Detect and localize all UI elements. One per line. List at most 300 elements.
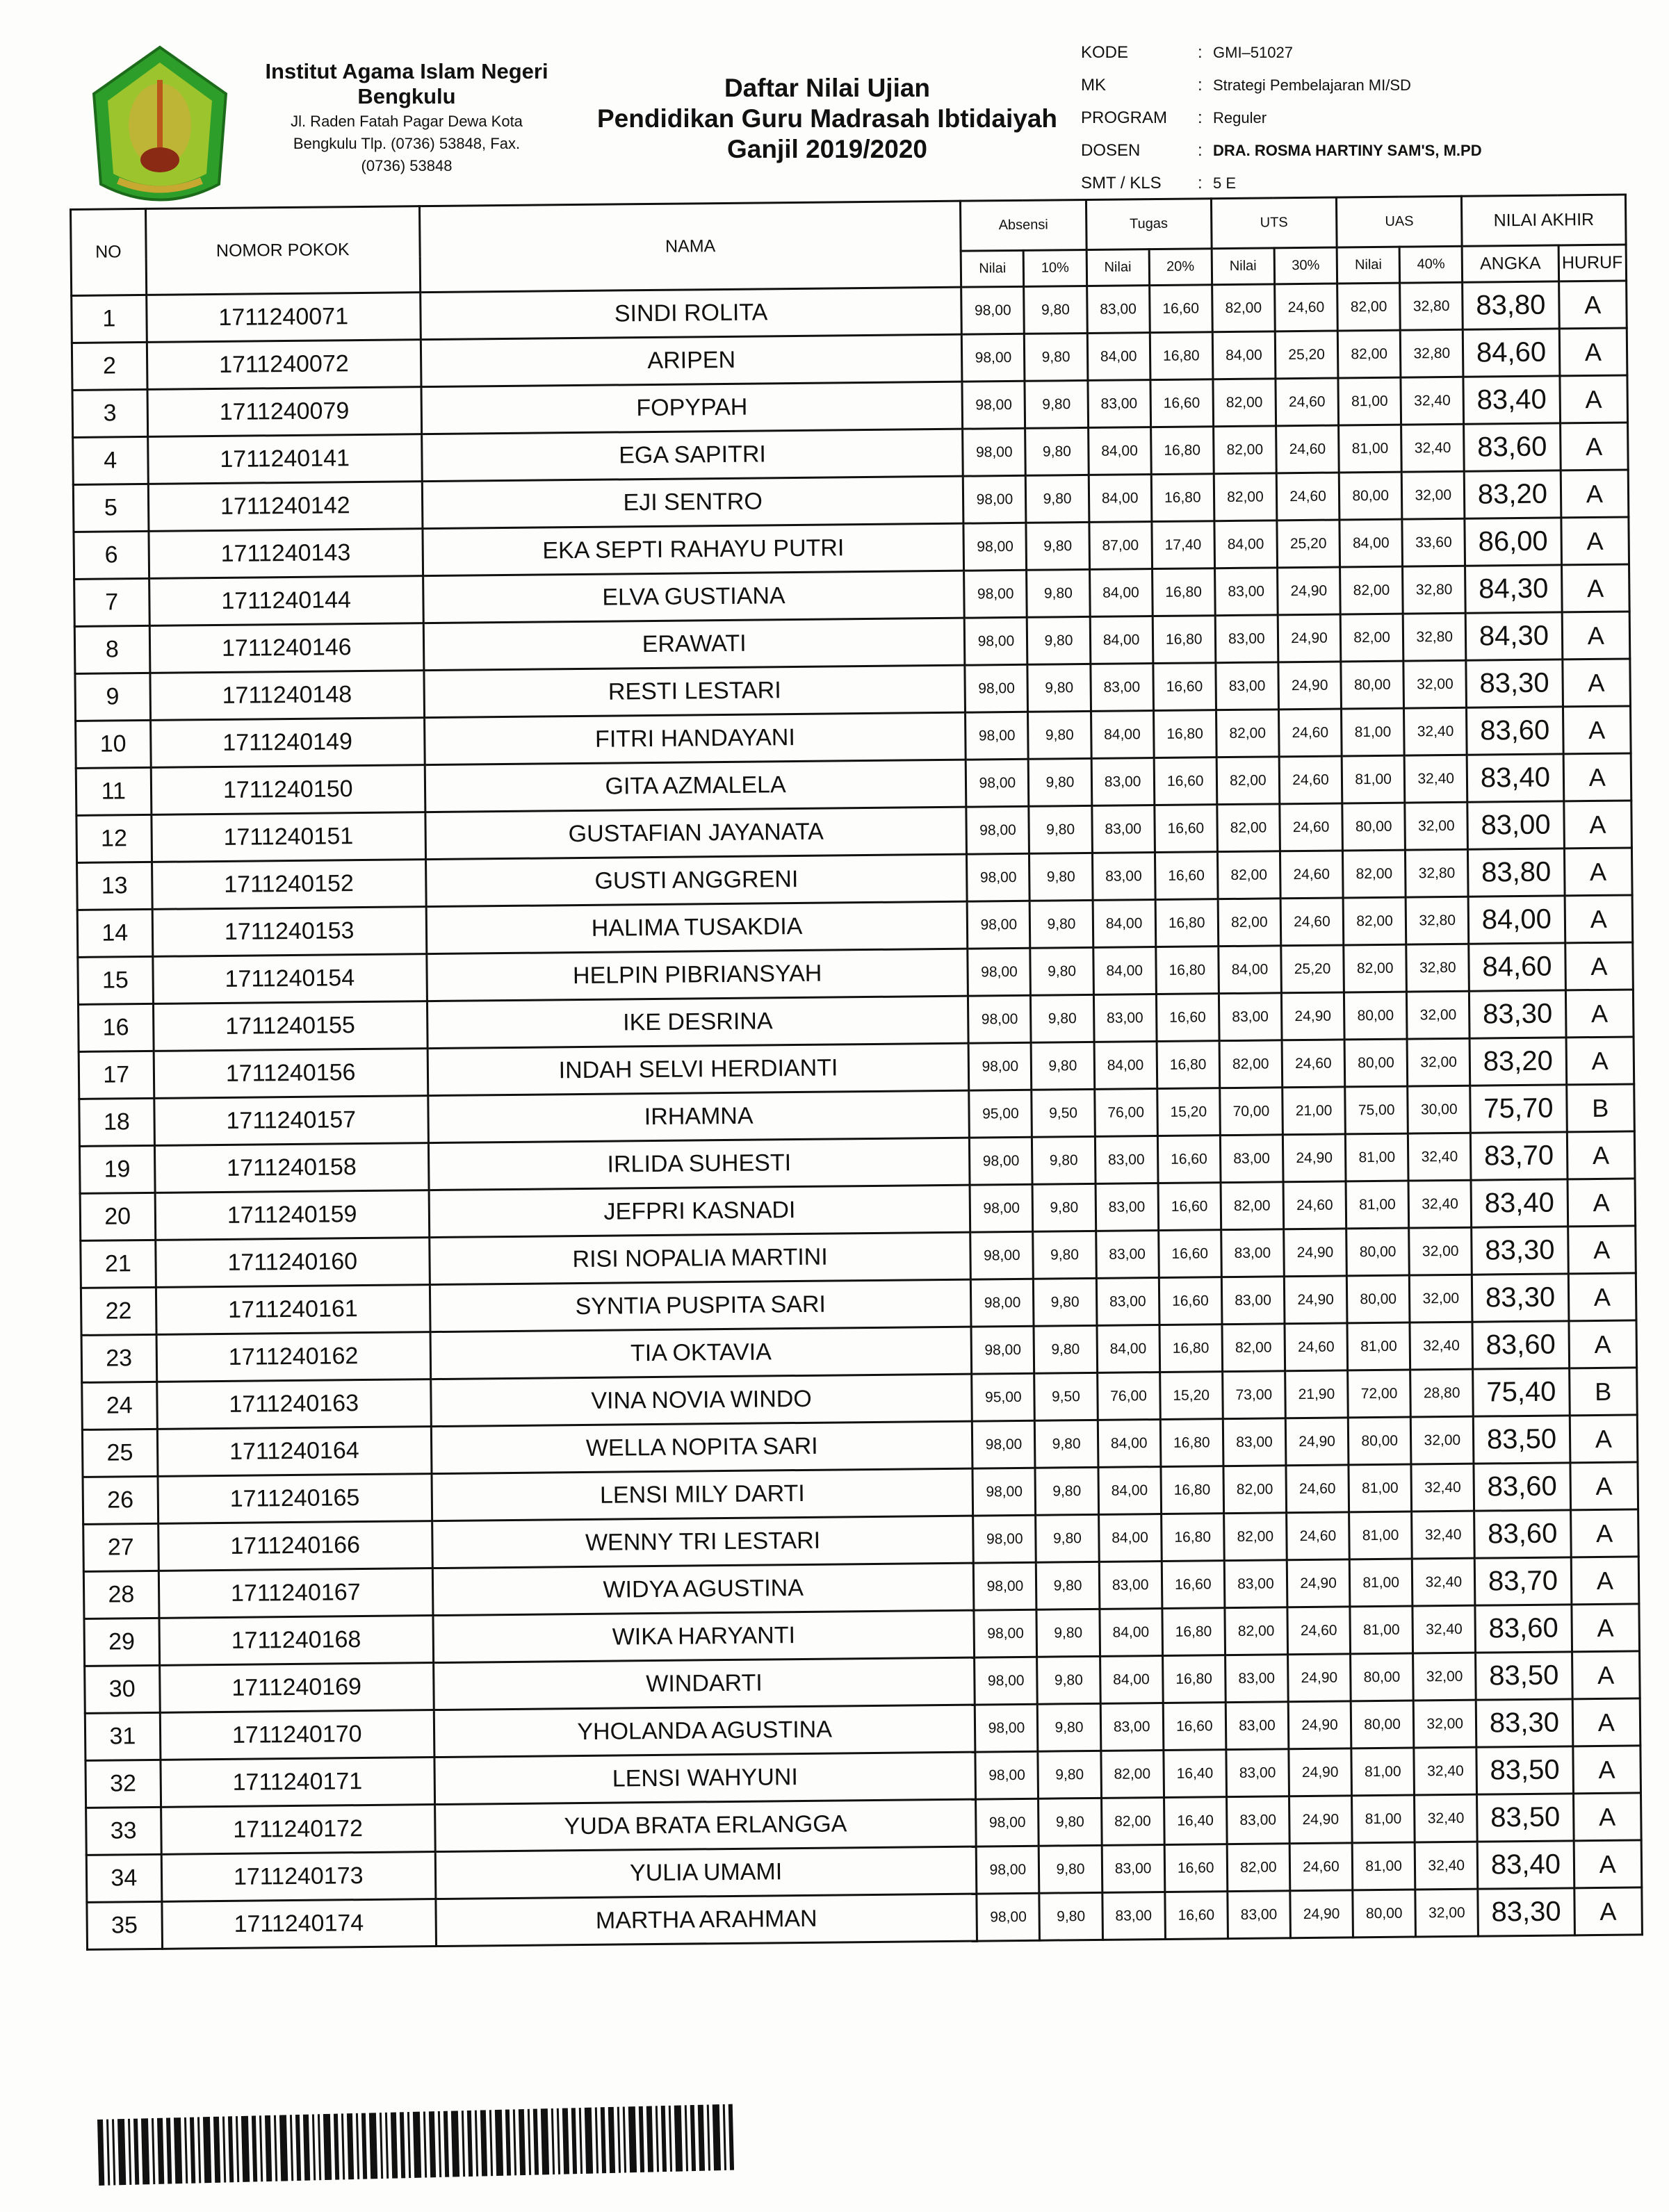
- absensi-nilai-cell: 98,00: [975, 1704, 1039, 1752]
- tugas-nilai-cell: 83,00: [1086, 286, 1150, 334]
- uts-nilai-cell: 82,00: [1216, 710, 1279, 757]
- absensi-pct-cell: 9,80: [1025, 427, 1089, 475]
- absensi-nilai-cell: 98,00: [963, 428, 1026, 476]
- uas-nilai-cell: 81,00: [1342, 708, 1405, 756]
- tugas-nilai-cell: 83,00: [1099, 1562, 1162, 1609]
- barcode-bar: [197, 2117, 201, 2183]
- barcode-bar: [380, 2113, 383, 2179]
- nilai-huruf-cell: A: [1565, 990, 1634, 1038]
- tugas-pct-cell: 16,80: [1159, 1325, 1223, 1373]
- barcode-bar: [347, 2113, 354, 2179]
- nomor-pokok-cell: 1711240165: [158, 1474, 432, 1524]
- barcode-bar: [190, 2117, 195, 2184]
- tugas-pct-cell: 16,80: [1161, 1514, 1224, 1562]
- meta-row: [1081, 167, 1482, 199]
- barcode-bar: [571, 2108, 577, 2174]
- uts-nilai-cell: 83,00: [1226, 1796, 1289, 1844]
- barcode-bar: [228, 2116, 234, 2182]
- barcode-bar: [265, 2115, 272, 2181]
- nilai-huruf-cell: A: [1572, 1746, 1640, 1794]
- student-name-cell: SYNTIA PUSPITA SARI: [430, 1279, 971, 1332]
- uts-nilai-cell: 83,00: [1224, 1560, 1287, 1608]
- nomor-pokok-cell: 1711240160: [155, 1238, 430, 1288]
- nilai-huruf-cell: A: [1572, 1651, 1640, 1699]
- uas-pct-cell: 30,00: [1408, 1085, 1471, 1133]
- barcode-bar: [690, 2105, 696, 2171]
- barcode-bar: [184, 2117, 188, 2184]
- meta-label: MK: [1081, 75, 1106, 95]
- tugas-nilai-cell: 83,00: [1091, 758, 1155, 806]
- meta-value: Reguler: [1213, 108, 1267, 126]
- barcode-bar: [698, 2105, 705, 2171]
- header-tugas-pct: 20%: [1149, 249, 1212, 286]
- barcode-bar: [628, 2106, 637, 2172]
- barcode-bar: [106, 2120, 110, 2186]
- uts-nilai-cell: 82,00: [1223, 1513, 1287, 1561]
- uts-pct-cell: 24,60: [1287, 1607, 1351, 1655]
- nilai-huruf-cell: A: [1565, 942, 1633, 990]
- barcode-bar: [656, 2106, 659, 2172]
- student-name-cell: SINDI ROLITA: [421, 287, 962, 339]
- nomor-pokok-cell: 1711240146: [149, 623, 424, 673]
- nomor-pokok-cell: 1711240148: [149, 671, 424, 721]
- tugas-nilai-cell: 76,00: [1097, 1373, 1160, 1420]
- barcode-bar: [595, 2107, 599, 2173]
- tugas-nilai-cell: 84,00: [1088, 427, 1151, 475]
- nilai-huruf-cell: B: [1569, 1368, 1637, 1416]
- uas-pct-cell: 32,80: [1406, 944, 1469, 992]
- uts-pct-cell: 24,90: [1290, 1890, 1353, 1938]
- barcode-bar: [141, 2118, 149, 2184]
- nilai-angka-cell: 83,70: [1475, 1557, 1572, 1605]
- row-no-cell: 19: [79, 1145, 154, 1193]
- uts-pct-cell: 24,60: [1276, 378, 1339, 426]
- tugas-nilai-cell: 83,00: [1096, 1183, 1159, 1231]
- uts-nilai-cell: 83,00: [1223, 1418, 1286, 1466]
- uts-nilai-cell: 82,00: [1217, 851, 1280, 899]
- absensi-pct-cell: 9,80: [1035, 1420, 1098, 1468]
- uts-nilai-cell: 83,00: [1228, 1891, 1291, 1939]
- barcode-bar: [356, 2113, 359, 2179]
- barcode-bar: [295, 2115, 301, 2181]
- uts-nilai-cell: 83,00: [1220, 1135, 1283, 1183]
- uts-pct-cell: 24,90: [1284, 1229, 1347, 1277]
- absensi-pct-cell: 9,80: [1027, 569, 1090, 617]
- uts-nilai-cell: 73,00: [1222, 1371, 1285, 1419]
- absensi-nilai-cell: 98,00: [970, 1231, 1034, 1279]
- barcode-bar: [528, 2109, 531, 2175]
- row-no-cell: 28: [83, 1571, 158, 1619]
- absensi-pct-cell: 9,80: [1031, 994, 1094, 1042]
- uts-nilai-cell: 82,00: [1218, 899, 1281, 947]
- meta-value: 5 E: [1213, 174, 1237, 192]
- uts-pct-cell: 24,60: [1278, 709, 1342, 757]
- student-name-cell: GITA AZMALELA: [425, 760, 966, 812]
- uas-nilai-cell: 82,00: [1344, 944, 1407, 992]
- nilai-huruf-cell: A: [1558, 281, 1627, 329]
- header-uts: UTS: [1211, 197, 1337, 249]
- uas-nilai-cell: 80,00: [1341, 661, 1404, 709]
- uts-nilai-cell: 70,00: [1220, 1088, 1283, 1136]
- uts-pct-cell: 25,20: [1275, 331, 1338, 379]
- nomor-pokok-cell: 1711240151: [151, 812, 425, 862]
- uas-nilai-cell: 81,00: [1346, 1181, 1409, 1229]
- uas-pct-cell: 32,40: [1410, 1322, 1473, 1370]
- tugas-nilai-cell: 84,00: [1098, 1420, 1161, 1468]
- nilai-angka-cell: 83,50: [1476, 1746, 1573, 1794]
- nomor-pokok-cell: 1711240153: [152, 907, 427, 957]
- nilai-angka-cell: 83,30: [1469, 990, 1566, 1038]
- uts-nilai-cell: 82,00: [1217, 804, 1280, 852]
- student-name-cell: EGA SAPITRI: [422, 429, 963, 481]
- tugas-nilai-cell: 84,00: [1100, 1656, 1163, 1704]
- uts-nilai-cell: 82,00: [1212, 284, 1275, 332]
- student-name-cell: INDAH SELVI HERDIANTI: [428, 1043, 969, 1095]
- absensi-nilai-cell: 95,00: [969, 1090, 1032, 1138]
- uas-pct-cell: 32,40: [1412, 1558, 1475, 1606]
- absensi-pct-cell: 9,80: [1032, 1042, 1095, 1090]
- nomor-pokok-cell: 1711240171: [160, 1758, 434, 1808]
- uas-nilai-cell: 80,00: [1346, 1228, 1410, 1276]
- absensi-nilai-cell: 98,00: [971, 1279, 1034, 1327]
- row-no-cell: 16: [78, 1003, 153, 1051]
- tugas-pct-cell: 16,40: [1164, 1750, 1227, 1798]
- uas-nilai-cell: 80,00: [1342, 803, 1406, 851]
- absensi-pct-cell: 9,80: [1026, 475, 1089, 523]
- tugas-nilai-cell: 84,00: [1094, 1042, 1157, 1090]
- barcode-bar: [467, 2111, 473, 2177]
- uts-nilai-cell: 82,00: [1222, 1324, 1285, 1372]
- meta-value: Strategi Pembelajaran MI/SD: [1213, 76, 1411, 94]
- student-name-cell: YHOLANDA AGUSTINA: [434, 1705, 975, 1757]
- tugas-pct-cell: 16,60: [1158, 1230, 1221, 1278]
- uts-pct-cell: 24,60: [1285, 1323, 1348, 1371]
- uas-nilai-cell: 81,00: [1338, 377, 1401, 425]
- tugas-nilai-cell: 84,00: [1087, 333, 1150, 381]
- uas-pct-cell: 32,40: [1414, 1747, 1477, 1795]
- tugas-pct-cell: 16,60: [1155, 805, 1218, 853]
- uts-pct-cell: 24,90: [1287, 1654, 1351, 1702]
- absensi-pct-cell: 9,80: [1028, 711, 1091, 759]
- uts-nilai-cell: 82,00: [1223, 1466, 1287, 1514]
- uts-nilai-cell: 83,00: [1214, 568, 1278, 616]
- nilai-huruf-cell: A: [1568, 1226, 1636, 1274]
- barcode-bar: [495, 2110, 503, 2176]
- nilai-huruf-cell: A: [1574, 1840, 1642, 1888]
- nilai-huruf-cell: A: [1570, 1462, 1638, 1510]
- absensi-pct-cell: 9,80: [1036, 1609, 1100, 1657]
- uas-pct-cell: 32,00: [1401, 471, 1465, 519]
- course-meta: [1081, 36, 1482, 199]
- barcode-bar: [513, 2109, 516, 2175]
- barcode-bar: [166, 2117, 172, 2184]
- barcode-bar: [361, 2113, 367, 2179]
- nilai-angka-cell: 75,40: [1473, 1368, 1570, 1416]
- barcode-bar: [236, 2116, 239, 2182]
- uas-pct-cell: 33,60: [1402, 518, 1465, 566]
- uts-pct-cell: 24,60: [1287, 1512, 1350, 1560]
- nilai-angka-cell: 84,60: [1469, 943, 1565, 991]
- student-name-cell: FITRI HANDAYANI: [424, 712, 966, 764]
- iain-bengkulu-emblem-icon: [76, 42, 243, 215]
- tugas-pct-cell: 16,80: [1151, 474, 1214, 522]
- tugas-pct-cell: 16,80: [1161, 1466, 1224, 1514]
- barcode-bar: [369, 2113, 377, 2179]
- student-name-cell: LENSI MILY DARTI: [432, 1468, 973, 1521]
- tugas-nilai-cell: 84,00: [1093, 900, 1156, 948]
- nilai-angka-cell: 83,60: [1464, 423, 1561, 471]
- nilai-huruf-cell: B: [1566, 1084, 1634, 1132]
- barcode-bar: [152, 2118, 155, 2184]
- tugas-pct-cell: 16,40: [1164, 1797, 1227, 1845]
- tugas-pct-cell: 16,80: [1162, 1608, 1226, 1656]
- uas-pct-cell: 32,40: [1415, 1794, 1478, 1842]
- uts-pct-cell: 24,60: [1276, 425, 1340, 473]
- uas-pct-cell: 32,00: [1415, 1889, 1479, 1937]
- nilai-angka-cell: 84,60: [1463, 329, 1560, 377]
- uas-pct-cell: 32,40: [1401, 377, 1464, 425]
- tugas-pct-cell: 16,60: [1156, 994, 1219, 1042]
- nilai-huruf-cell: A: [1563, 801, 1631, 849]
- nilai-angka-cell: 83,40: [1463, 376, 1560, 424]
- barcode-bar: [112, 2119, 115, 2185]
- tugas-nilai-cell: 82,00: [1101, 1797, 1164, 1845]
- uas-nilai-cell: 81,00: [1347, 1322, 1410, 1370]
- nilai-huruf-cell: A: [1563, 706, 1631, 754]
- tugas-pct-cell: 16,60: [1164, 1844, 1228, 1892]
- nomor-pokok-cell: 1711240155: [153, 1001, 428, 1051]
- uas-nilai-cell: 81,00: [1349, 1464, 1412, 1512]
- row-no-cell: 5: [73, 484, 148, 532]
- row-no-cell: 17: [79, 1051, 154, 1099]
- nilai-angka-cell: 83,30: [1466, 659, 1563, 707]
- absensi-pct-cell: 9,80: [1032, 1183, 1096, 1231]
- uts-pct-cell: 24,90: [1289, 1748, 1352, 1796]
- absensi-nilai-cell: 98,00: [971, 1326, 1034, 1374]
- tugas-nilai-cell: 83,00: [1091, 805, 1155, 853]
- uas-nilai-cell: 82,00: [1337, 330, 1401, 378]
- tugas-pct-cell: 16,80: [1162, 1655, 1226, 1703]
- uts-nilai-cell: 83,00: [1215, 615, 1278, 663]
- nilai-huruf-cell: A: [1570, 1415, 1638, 1463]
- student-name-cell: RISI NOPALIA MARTINI: [430, 1232, 971, 1284]
- barcode-bar: [259, 2115, 263, 2181]
- uas-nilai-cell: 80,00: [1339, 472, 1402, 520]
- header-tugas-nilai: Nilai: [1086, 249, 1150, 286]
- barcode-bar: [157, 2118, 164, 2184]
- barcode-bar: [203, 2117, 211, 2183]
- tugas-nilai-cell: 87,00: [1089, 522, 1152, 570]
- nomor-pokok-cell: 1711240156: [154, 1049, 428, 1099]
- absensi-nilai-cell: 98,00: [963, 475, 1027, 523]
- barcode-bar: [341, 2113, 345, 2179]
- nilai-huruf-cell: A: [1565, 895, 1633, 943]
- absensi-nilai-cell: 98,00: [970, 1184, 1033, 1232]
- absensi-pct-cell: 9,80: [1029, 853, 1093, 901]
- row-no-cell: 35: [87, 1901, 162, 1949]
- row-no-cell: 4: [73, 436, 148, 484]
- barcode-bar: [451, 2111, 459, 2177]
- uas-nilai-cell: 81,00: [1349, 1559, 1412, 1607]
- absensi-pct-cell: 9,80: [1039, 1798, 1102, 1846]
- barcode-bar: [133, 2119, 139, 2185]
- barcode-bar: [519, 2109, 526, 2175]
- absensi-nilai-cell: 98,00: [976, 1846, 1039, 1894]
- nilai-angka-cell: 83,50: [1474, 1416, 1570, 1464]
- student-name-cell: JEFPRI KASNADI: [429, 1185, 970, 1237]
- header-nama: NAMA: [419, 201, 961, 292]
- barcode-bar: [174, 2117, 182, 2184]
- tugas-pct-cell: 16,80: [1153, 616, 1216, 664]
- uas-nilai-cell: 82,00: [1343, 897, 1406, 945]
- nilai-huruf-cell: A: [1574, 1887, 1642, 1935]
- uas-pct-cell: 32,00: [1409, 1227, 1472, 1275]
- nilai-angka-cell: 83,60: [1474, 1510, 1571, 1558]
- absensi-nilai-cell: 98,00: [963, 523, 1027, 571]
- uas-pct-cell: 32,00: [1403, 660, 1467, 708]
- row-no-cell: 31: [85, 1712, 160, 1760]
- uas-nilai-cell: 81,00: [1345, 1133, 1408, 1181]
- institution-address-line3: (0736) 53848: [361, 157, 453, 174]
- barcode-bar: [312, 2114, 316, 2180]
- barcode-bar: [400, 2112, 405, 2178]
- tugas-nilai-cell: 84,00: [1097, 1325, 1160, 1373]
- barcode-bar: [617, 2107, 621, 2173]
- row-no-cell: 8: [74, 625, 149, 673]
- row-no-cell: 24: [82, 1382, 157, 1429]
- header-uas: UAS: [1336, 196, 1462, 247]
- absensi-pct-cell: 9,80: [1036, 1514, 1099, 1562]
- header-uas-nilai: Nilai: [1337, 247, 1400, 284]
- tugas-pct-cell: 16,60: [1163, 1703, 1226, 1751]
- nilai-huruf-cell: A: [1559, 375, 1627, 423]
- meta-separator: :: [1198, 108, 1203, 127]
- nilai-angka-cell: 83,40: [1467, 754, 1563, 802]
- nilai-angka-cell: 83,60: [1474, 1463, 1570, 1511]
- nilai-huruf-cell: A: [1573, 1793, 1641, 1841]
- barcode-bar: [429, 2111, 436, 2177]
- uts-nilai-cell: 84,00: [1219, 946, 1282, 994]
- student-name-cell: WELLA NOPITA SARI: [431, 1421, 972, 1473]
- nomor-pokok-cell: 1711240141: [147, 434, 422, 484]
- absensi-nilai-cell: 98,00: [968, 995, 1032, 1043]
- tugas-pct-cell: 15,20: [1159, 1372, 1223, 1420]
- tugas-nilai-cell: 82,00: [1100, 1750, 1164, 1798]
- nomor-pokok-cell: 1711240152: [152, 860, 426, 910]
- tugas-pct-cell: 16,80: [1160, 1419, 1223, 1467]
- tugas-pct-cell: 16,60: [1154, 757, 1217, 805]
- nilai-huruf-cell: A: [1572, 1698, 1640, 1746]
- header-tugas: Tugas: [1086, 199, 1212, 250]
- student-name-cell: VINA NOVIA WINDO: [431, 1374, 972, 1426]
- tugas-nilai-cell: 83,00: [1093, 994, 1157, 1042]
- barcode-bar: [290, 2115, 293, 2181]
- tugas-nilai-cell: 84,00: [1093, 947, 1156, 995]
- absensi-pct-cell: 9,80: [1025, 333, 1088, 381]
- nomor-pokok-cell: 1711240172: [161, 1805, 435, 1855]
- title-line2: Pendidikan Guru Madrasah Ibtidaiyah: [596, 104, 1058, 133]
- meta-label: PROGRAM: [1081, 108, 1168, 127]
- meta-value: GMI–51027: [1213, 43, 1293, 61]
- nilai-angka-cell: 83,30: [1478, 1888, 1574, 1936]
- absensi-pct-cell: 9,80: [1027, 664, 1091, 712]
- absensi-pct-cell: 9,80: [1029, 805, 1092, 853]
- student-name-cell: WENNY TRI LESTARI: [432, 1516, 974, 1568]
- nilai-huruf-cell: A: [1562, 612, 1630, 659]
- uas-pct-cell: 32,40: [1408, 1133, 1472, 1181]
- student-name-cell: EKA SEPTI RAHAYU PUTRI: [423, 523, 964, 575]
- barcode-bar: [623, 2106, 626, 2172]
- tugas-nilai-cell: 84,00: [1091, 711, 1154, 759]
- uts-nilai-cell: 83,00: [1216, 662, 1279, 710]
- uas-nilai-cell: 82,00: [1343, 850, 1406, 898]
- absensi-nilai-cell: 98,00: [962, 381, 1025, 429]
- barcode-bar: [323, 2114, 332, 2180]
- barcode-bar: [674, 2105, 683, 2171]
- title-line3: Ganjil 2019/2020: [727, 135, 927, 163]
- absensi-pct-cell: 9,80: [1027, 616, 1091, 664]
- nilai-huruf-cell: A: [1570, 1509, 1638, 1557]
- barcode-bar: [661, 2106, 667, 2172]
- uas-pct-cell: 32,80: [1406, 849, 1469, 897]
- tugas-pct-cell: 16,80: [1150, 427, 1214, 475]
- student-name-cell: GUSTAFIAN JAYANATA: [425, 807, 967, 859]
- nomor-pokok-cell: 1711240150: [151, 765, 425, 815]
- student-name-cell: YUDA BRATA ERLANGGA: [434, 1799, 976, 1851]
- uts-nilai-cell: 84,00: [1214, 521, 1278, 568]
- nilai-angka-cell: 83,80: [1468, 849, 1565, 896]
- uas-pct-cell: 32,80: [1406, 896, 1469, 944]
- header-no: NO: [71, 208, 147, 295]
- absensi-nilai-cell: 98,00: [966, 759, 1029, 807]
- institution-block: [243, 59, 570, 176]
- barcode-bar: [413, 2112, 421, 2178]
- nomor-pokok-cell: 1711240157: [154, 1096, 428, 1146]
- nilai-angka-cell: 83,30: [1472, 1274, 1569, 1322]
- tugas-pct-cell: 15,20: [1157, 1088, 1220, 1136]
- uas-pct-cell: 32,40: [1411, 1464, 1474, 1511]
- row-no-cell: 32: [86, 1760, 161, 1808]
- absensi-pct-cell: 9,80: [1036, 1562, 1100, 1609]
- absensi-pct-cell: 9,80: [1030, 900, 1093, 948]
- barcode-bar: [557, 2108, 560, 2174]
- absensi-nilai-cell: 98,00: [967, 853, 1030, 901]
- meta-separator: :: [1198, 173, 1203, 192]
- uas-nilai-cell: 80,00: [1348, 1417, 1411, 1465]
- nomor-pokok-cell: 1711240170: [160, 1710, 434, 1760]
- absensi-nilai-cell: 98,00: [966, 712, 1029, 760]
- tugas-nilai-cell: 83,00: [1100, 1703, 1164, 1751]
- tugas-pct-cell: 16,60: [1158, 1183, 1221, 1231]
- uas-nilai-cell: 80,00: [1346, 1275, 1410, 1323]
- absensi-pct-cell: 9,80: [1037, 1656, 1100, 1704]
- meta-label: KODE: [1081, 42, 1129, 62]
- tugas-nilai-cell: 76,00: [1094, 1089, 1157, 1137]
- uas-pct-cell: 32,00: [1410, 1416, 1474, 1464]
- uas-pct-cell: 32,40: [1404, 755, 1467, 803]
- uas-pct-cell: 32,80: [1400, 329, 1463, 377]
- tugas-pct-cell: 16,80: [1157, 1041, 1220, 1089]
- barcode-bar: [608, 2107, 615, 2173]
- document-title: [577, 73, 1077, 165]
- nilai-huruf-cell: A: [1563, 753, 1631, 801]
- row-no-cell: 2: [72, 342, 147, 390]
- uas-nilai-cell: 84,00: [1340, 519, 1403, 567]
- barcode-bar: [279, 2115, 288, 2181]
- uas-pct-cell: 32,40: [1415, 1842, 1478, 1890]
- nomor-pokok-cell: 1711240079: [147, 387, 422, 437]
- nilai-angka-cell: 83,20: [1469, 1038, 1566, 1085]
